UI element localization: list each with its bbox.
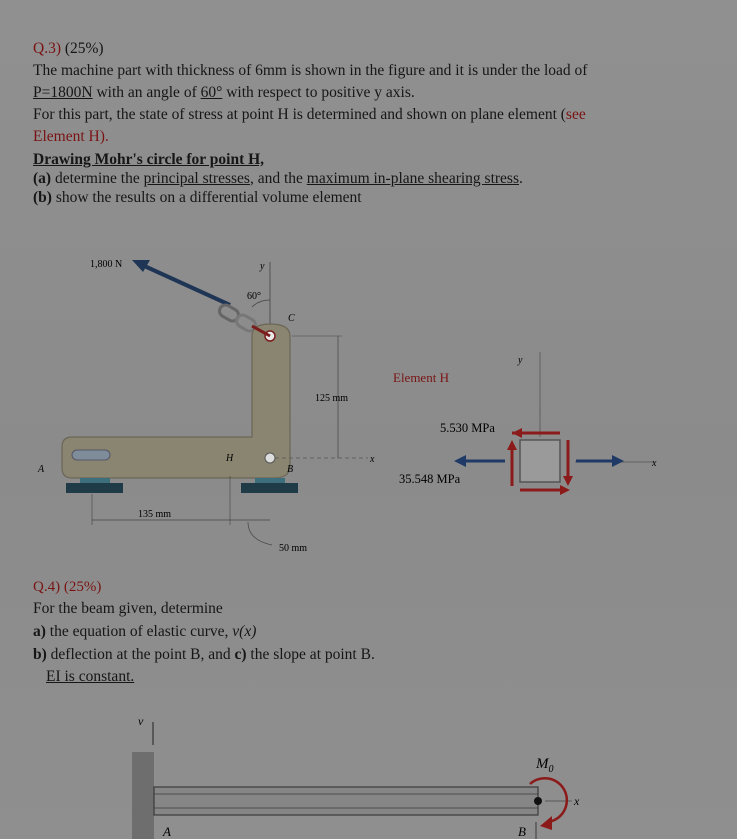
q3-line-4: Element H).: [33, 128, 109, 145]
y-label: y: [260, 261, 265, 272]
fixed-support-wall: [132, 752, 154, 839]
moment-label: $M_0$: [536, 756, 554, 775]
a-label: A: [163, 824, 171, 839]
element-x-label: x: [652, 458, 657, 469]
c-label: C: [288, 313, 295, 324]
q3-line-1: The machine part with thickness of 6mm is shown in the figure and it is under the load of: [33, 62, 588, 79]
q4-heading: Q.4) (25%): [33, 579, 102, 595]
element-h-title: Element H: [393, 370, 449, 385]
x-label: x: [574, 794, 580, 808]
x-label: x: [370, 454, 375, 465]
q3-part-a: (a) determine the principal stresses, and the maximum in-plane shearing stress.: [33, 170, 523, 187]
dim-135-label: 135 mm: [138, 509, 172, 520]
q4-part-bc: b) deflection at the point B, and c) the slope at point B.: [33, 646, 375, 663]
beam: [154, 787, 538, 815]
q3-drawing-heading: Drawing Mohr's circle for point H,: [33, 151, 265, 168]
q3-heading: Q.3) (25%): [33, 40, 104, 57]
q3-part-b: (b) show the results on a differential volume element: [33, 189, 362, 206]
dim-50-label: 50 mm: [279, 543, 308, 554]
q4-part-a: a) the equation of elastic curve, v(x): [33, 623, 257, 640]
point-b-dot: [534, 797, 542, 805]
q4-line-1: For the beam given, determine: [33, 600, 223, 617]
angle-label: 60°: [247, 291, 261, 302]
h-label: H: [226, 453, 234, 464]
dim-125-label: 125 mm: [315, 393, 349, 404]
q3-line-3: For this part, the state of stress at point H is determined and shown on plane element (see: [33, 106, 586, 123]
element-y-label: y: [518, 355, 523, 366]
v-label: v: [138, 714, 144, 728]
q4-ei-constant: EI is constant.: [46, 668, 135, 685]
load-label: 1,800 N: [90, 259, 123, 270]
shear-label: 5.530 MPa: [440, 421, 495, 435]
q3-line-2: P=1800N with an angle of 60° with respect to positive y axis.: [33, 84, 415, 101]
moment-arrowhead: [540, 816, 552, 830]
normal-label: 35.548 MPa: [399, 472, 461, 486]
b-label: B: [518, 824, 526, 839]
b-label: B: [287, 464, 294, 475]
a-label: A: [38, 464, 45, 475]
